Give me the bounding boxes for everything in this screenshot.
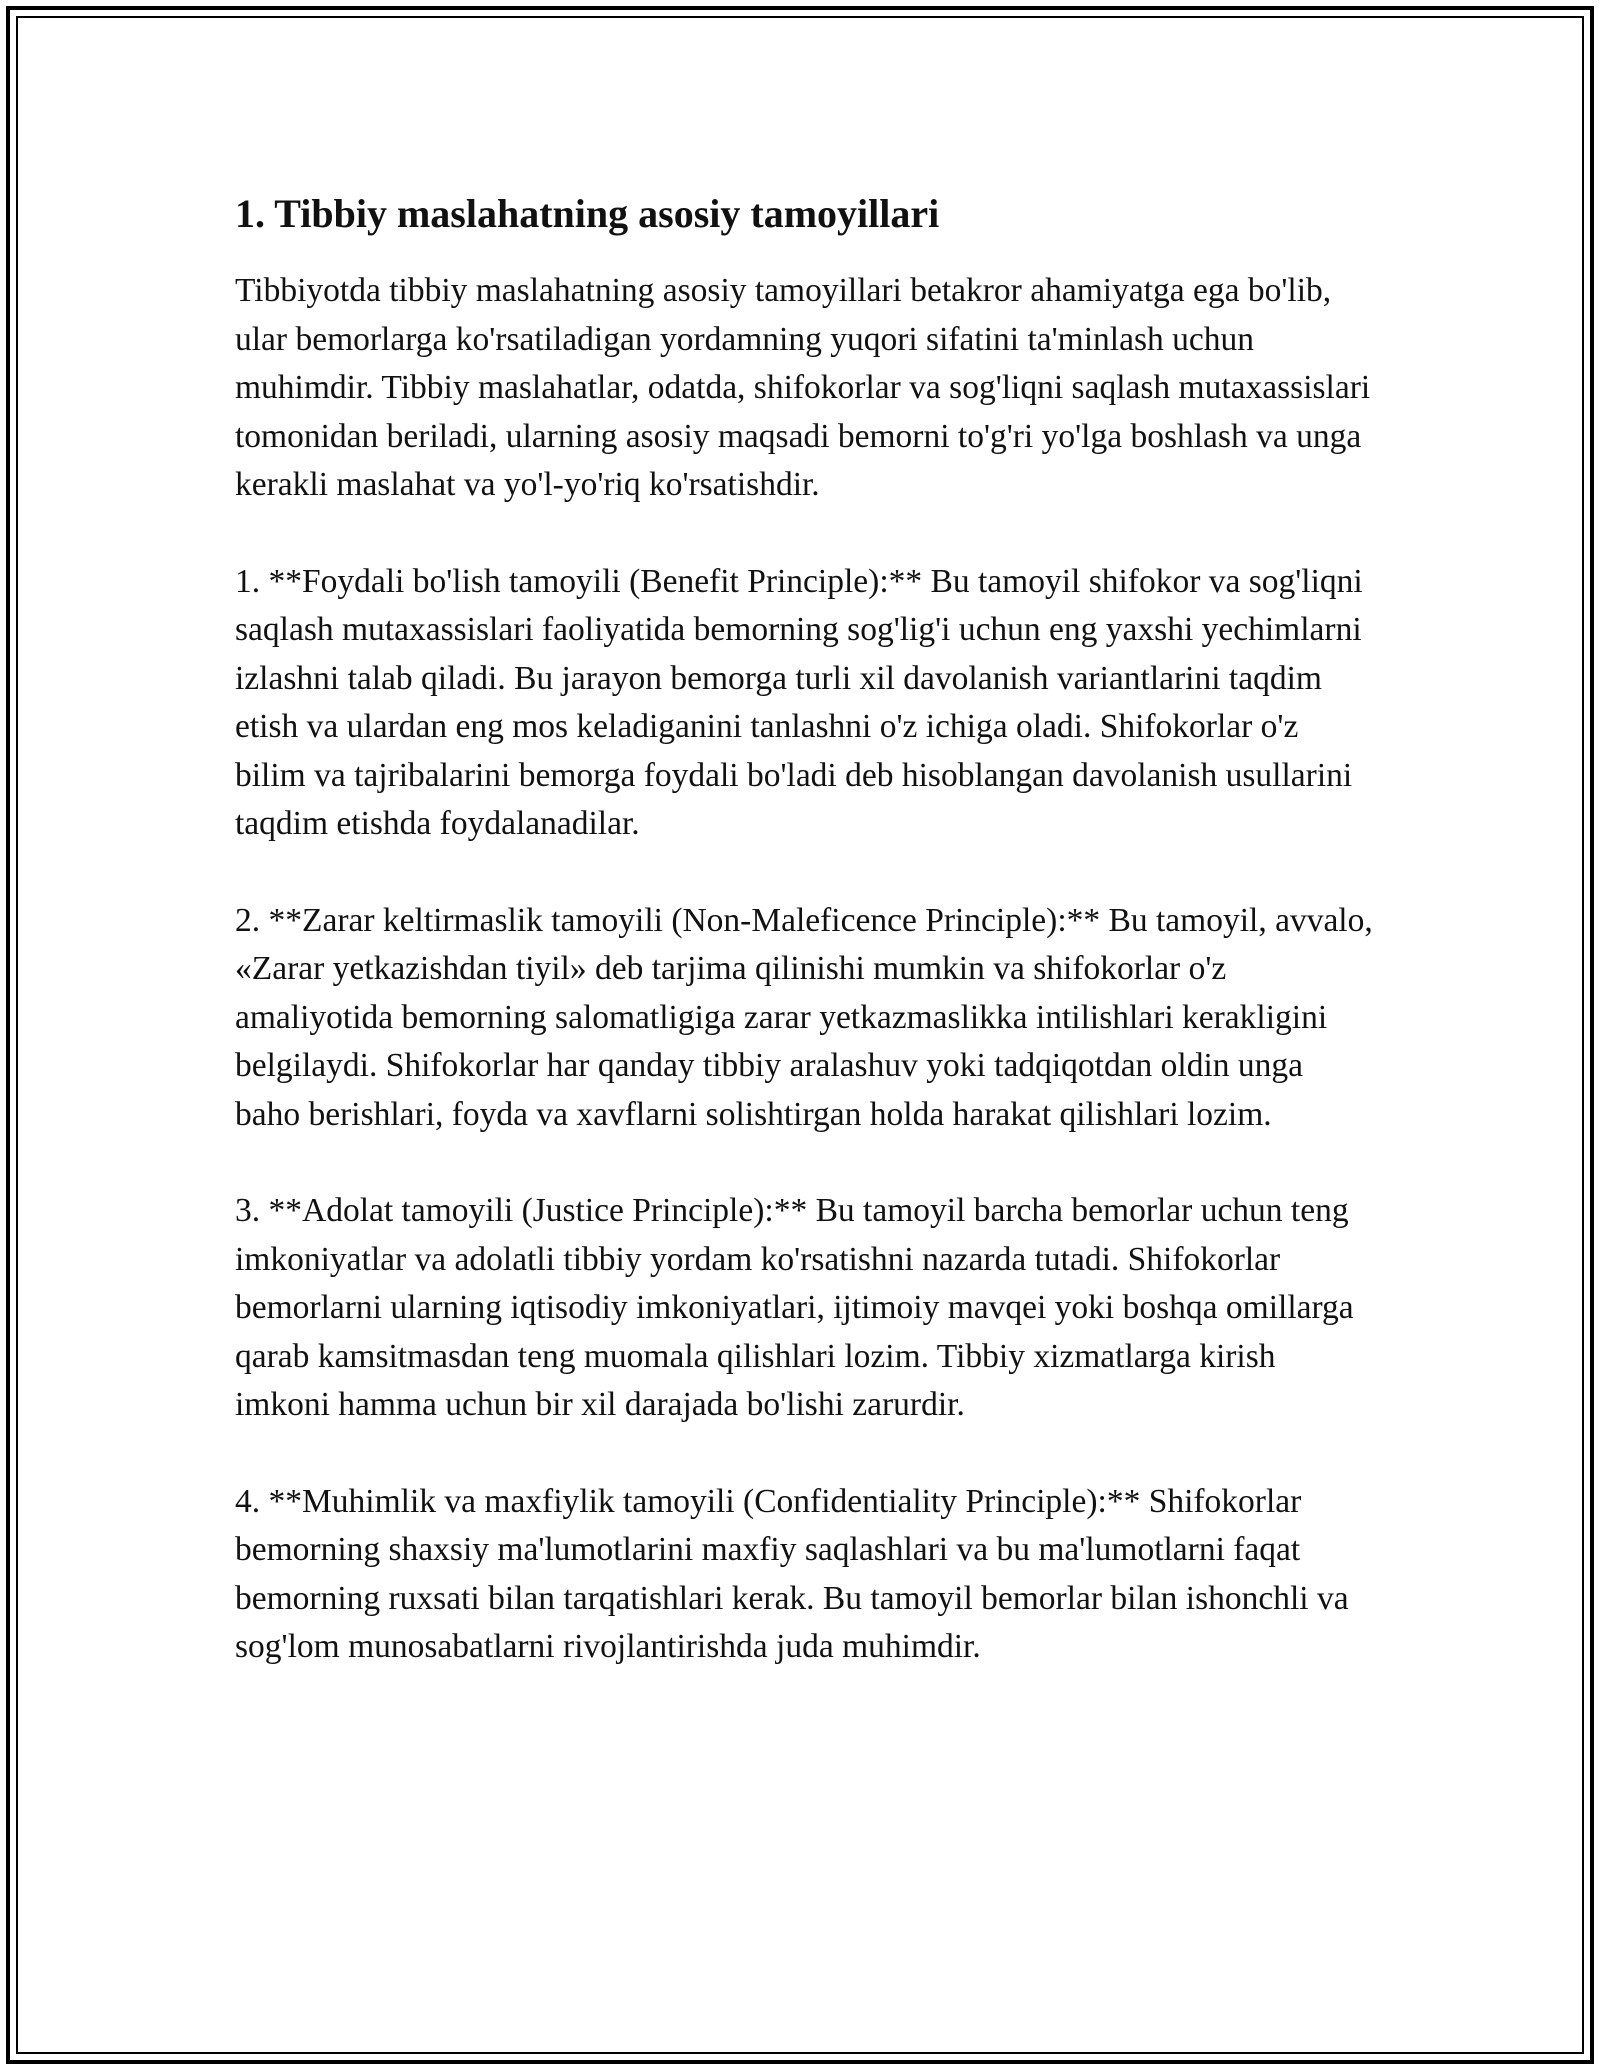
intro-paragraph: Tibbiyotda tibbiy maslahatning asosiy tamoyillari betakror ahamiyatga ega bo'lib, ular bemorlarga ko'rsatiladigan yordamning yuqori sifatini ta'minlash uchun muhimdir. Tibbiy maslahatlar, odatda, shifokorlar va sog'liqni saqlash mutaxassislari tomonidan beriladi, ularning asosiy maqsadi bemorni to'g'ri yo'lga boshlash va unga kerakli maslahat va yo'l-yo'riq ko'rsatishdir.: [235, 272, 1371, 503]
justice-principle-paragraph: 3. **Adolat tamoyili (Justice Principle):** Bu tamoyil barcha bemorlar uchun teng imkoniyatlar va adolatli tibbiy yordam ko'rsatishni nazarda tutadi. Shifokorlar bemorlarni ularning iqtisodiy imkoniyatlari, ijtimoiy mavqei yoki boshqa omillarga qarab kamsitmasdan teng muomala qilishlari lozim. Tibbiy xizmatlarga kirish imkoni hamma uchun bir xil darajada bo'lishi zarurdir.: [235, 1192, 1354, 1423]
section-heading: 1. Tibbiy maslahatning asosiy tamoyillari: [235, 191, 940, 236]
benefit-principle-paragraph: 1. **Foydali bo'lish tamoyili (Benefit Principle):** Bu tamoyil shifokor va sog'liqni saqlash mutaxassislari faoliyatida bemorning sog'lig'i uchun eng yaxshi yechimlarni izlashni talab qiladi. Bu jarayon bemorga turli xil davolanish variantlarini taqdim etish va ulardan eng mos keladiganini tanlashni o'z ichiga oladi. Shifokorlar o'z bilim va tajribalarini bemorga foydali bo'ladi deb hisoblangan davolanish usullarini taqdim etishda foydalanadilar.: [235, 562, 1363, 842]
document-body: [235, 188, 1375, 1720]
confidentiality-principle-paragraph: 4. **Muhimlik va maxfiylik tamoyili (Confidentiality Principle):** Shifokorlar bemorning shaxsiy ma'lumotlarini maxfiy saqlashlari va bu ma'lumotlarni faqat bemorning ruxsati bilan tarqatishlari kerak. Bu tamoyil bemorlar bilan ishonchli va sog'lom munosabatlarni rivojlantirishda juda muhimdir.: [235, 1482, 1349, 1665]
non-maleficence-principle-paragraph: 2. **Zarar keltirmaslik tamoyili (Non-Maleficence Principle):** Bu tamoyil, avvalo, «Zarar yetkazishdan tiyil» deb tarjima qilinishi mumkin va shifokorlar o'z amaliyotida bemorning salomatligiga zarar yetkazmaslikka intilishlari kerakligini belgilaydi. Shifokorlar har qanday tibbiy aralashuv yoki tadqiqotdan oldin unga baho berishlari, foyda va xavflarni solishtirgan holda harakat qilishlari lozim.: [235, 901, 1373, 1133]
